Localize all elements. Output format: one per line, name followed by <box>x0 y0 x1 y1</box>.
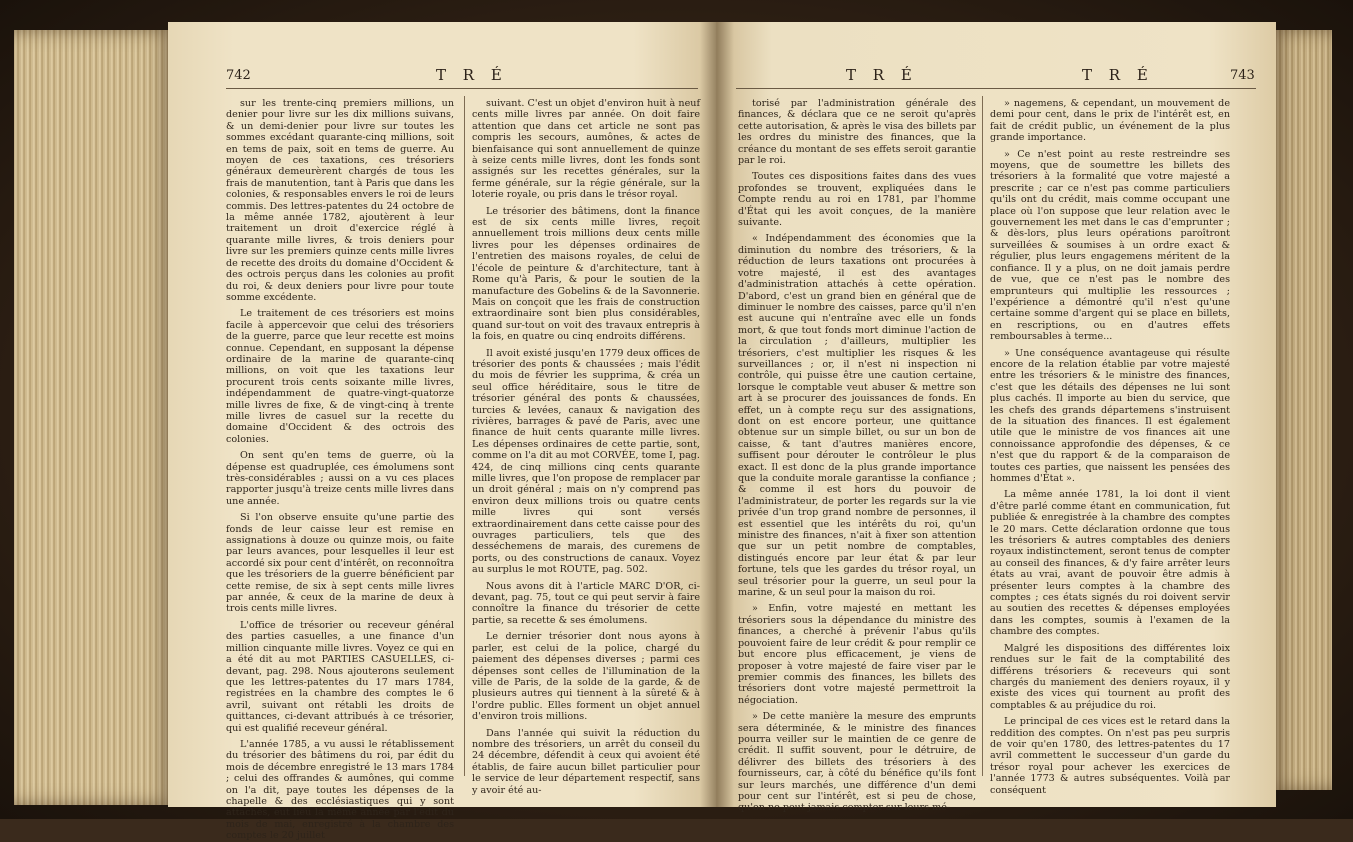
paragraph: Le principal de ces vices est le retard dans la reddition des comptes. On n'est pas peu surpris de voir qu'en 1780, des lettres-patentes du 17 avril commettent le successeur d'un garde du trésor royal pour achever les exercices de l'année 1773 & autres subséquentes. Voilà par conséquent <box>990 716 1230 796</box>
paragraph: La même année 1781, la loi dont il vient d'être parlé comme étant en communication, fut publiée & enregistrée à la chambre des comptes le 20 mars. Cette déclaration ordonne que tous les trésoriers & autres comptables des deniers royaux indistinctement, seront tenus de compter au conseil des finances, & d'y faire arrêter leurs états au vrai, avant de pouvoir être admis à présenter leurs comptes à la chambre des comptes ; ces états signés du roi doivent servir au soutien des recettes & dépenses employées dans les comptes, soumis à l'examen de la chambre des comptes. <box>990 489 1230 638</box>
header-rule-left <box>226 88 698 89</box>
paragraph: « Indépendamment des économies que la diminution du nombre des trésoriers, & la réduction de leurs taxations ont procurées à votre majesté, il est des avantages d'administration attachés à cette opération. D'abord, c'est un grand bien en général que de diminuer le nombre des caisses, parce qu'il n'en est aucune qui n'entraîne avec elle un fonds mort, & que tout fonds mort diminue l'action de la circulation ; d'ailleurs, multiplier les trésoriers, c'est multiplier les risques & les surveillances ; or, il n'est ni inspection ni contrôle, qui puisse être une caution certaine, lorsque le comptable veut abuser & mettre son art à se procurer des jouissances de fonds. En effet, un à compte reçu sur des assignations, dont on est encore porteur, une quittance obtenue sur un simple billet, ou sur un bon de caisse, & tant d'autres manières encore, suffisent pour dérouter le contrôleur le plus exact. Il est donc de la plus grande importance que la conduite morale garantisse la confiance ; & comme il est hors du pouvoir de l'administrateur, de porter les regards sur la vie privée d'un trop grand nombre de personnes, il est essentiel que les intérêts du roi, qu'un ministre des finances, n'ait à fixer son attention que sur un petit nombre de comptables, distingués encore par leur état & par leur fortune, tels que les gardes du trésor royal, un seul trésorier pour la guerre, un seul pour la marine, & un seul pour la maison du roi. <box>738 233 976 599</box>
paragraph: L'année 1785, a vu aussi le rétablissement du trésorier des bâtimens du roi, par édit du mois de décembre enregistré le 13 mars 1784 ; celui des offrandes & aumônes, qui comme on l'a dit, paye toutes les dépenses de la chapelle & des ecclésiastiques qui y sont attachés, eut lieu la même année par l'édit du mois de mai, enregistré à la chambre des comptes le 20 juillet <box>226 738 454 842</box>
paragraph: Le trésorier des bâtimens, dont la finance est de six cents mille livres, reçoit annuellement trois millions deux cents mille livres pour les dépenses ordinaires de l'entretien des maisons royales, de celui de l'école de peinture & d'architecture, tant à Rome qu'à Paris, & pour le soutien de la manufacture des Gobelins & de la Savonnerie. Mais on conçoit que les frais de construction extraordinaire sont bien plus considérables, quand sur-tout on voit des travaux entrepris à la fois, en quatre ou cinq endroits différens. <box>472 205 700 343</box>
left-page <box>168 22 716 842</box>
paragraph: Dans l'année qui suivit la réduction du nombre des trésoriers, un arrêt du conseil du 24 décembre, défendit à ceux qui avoient été établis, de faire aucun billet particulier pour le service de leur département respectif, sans y avoir été au- <box>472 727 700 796</box>
paragraph: Nous avons dit à l'article MARC D'OR, ci-devant, pag. 75, tout ce qui peut servir à faire connoître la finance du trésorier de cette partie, sa recette & ses émolumens. <box>472 580 700 626</box>
right-page-column-1 <box>738 98 976 814</box>
header-rule-right <box>736 88 1256 89</box>
left-page-column-1 <box>226 98 454 842</box>
book-edge-left <box>14 30 174 805</box>
running-head-left: T R É <box>436 66 508 84</box>
column-divider <box>982 96 983 776</box>
right-page-column-2 <box>990 98 1230 798</box>
paragraph: Le dernier trésorier dont nous ayons à parler, est celui de la police, chargé du paiement des dépenses diverses ; parmi ces dépenses sont celles de l'illumination de la ville de Paris, de la solde de la garde, & de plusieurs autres qui tiennent à la sûreté & à l'ordre public. Elles forment un objet annuel d'environ trois millions. <box>472 631 700 723</box>
page-number-right: 743 <box>1230 68 1255 83</box>
paragraph: » Enfin, votre majesté en mettant les trésoriers sous la dépendance du ministre des finances, a cherché à prévenir l'abus qu'ils pouvoient faire de leur crédit & pour remplir ce but encore plus efficacement, je viens de proposer à votre majesté de faire viser par le premier commis des finances, les billets des trésoriers dont votre majesté permettroit la négociation. <box>738 603 976 706</box>
paragraph: Si l'on observe ensuite qu'une partie des fonds de leur caisse leur est remise en assignations à douze ou quinze mois, ou faite par leurs avances, pour lesquelles il leur est accordé six pour cent d'intérêt, on reconnoîtra que les trésoriers de la guerre bénéficient par cette remise, de six à sept cents mille livres par année, & ceux de la marine de deux à trois cents mille livres. <box>226 512 454 615</box>
paragraph: L'office de trésorier ou receveur général des parties casuelles, a une finance d'un million cinquante mille livres. Voyez ce qui en a été dit au mot PARTIES CASUELLES, ci-devant, pag. 298. Nous ajouterons seulement que les lettres-patentes du 17 mars 1784, registrées en la chambre des comptes le 6 avril, suivant ont rétabli les droits de quittances, ci-devant attribués à ce trésorier, qui est qualifié receveur général. <box>226 619 454 734</box>
column-divider <box>464 96 465 776</box>
running-head-right-1: T R É <box>846 66 918 84</box>
paragraph: » nagemens, & cependant, un mouvement de demi pour cent, dans le prix de l'intérêt est, en fait de crédit public, un événement de la plus grande importance. <box>990 98 1230 144</box>
paragraph: Malgré les dispositions des différentes loix rendues sur le fait de la comptabilité des différens trésoriers & receveurs qui sont chargés du maniement des deniers royaux, il y existe des vices qui tournent au profit des comptables & au préjudice du roi. <box>990 642 1230 711</box>
paragraph: sur les trente-cinq premiers millions, un denier pour livre sur les dix millions suivans, & un demi-denier pour livre sur toutes les sommes excédant quarante-cinq millions, soit en tems de paix, soit en tems de guerre. Au moyen de ces taxations, ces trésoriers généraux demeurèrent chargés de tous les frais de manutention, tant à Paris que dans les colonies, & responsables envers le roi de leurs commis. Des lettres-patentes du 24 octobre de la même année 1782, ajoutèrent à leur traitement un droit d'exercice réglé à quarante mille livres, & trois deniers pour livre sur les premiers quinze cents mille livres de recette des droits du domaine d'Occident & des octrois perçus dans les colonies au profit du roi, & deux deniers pour livre pour toute somme excédente. <box>226 98 454 303</box>
paragraph: torisé par l'administration générale des finances, & déclara que ce ne seroit qu'après cette autorisation, & après le visa des billets par les ordres du ministre des finances, que la créance du montant de ses effets seroit garantie par le roi. <box>738 98 976 167</box>
right-page <box>716 22 1276 814</box>
paragraph: suivant. C'est un objet d'environ huit à neuf cents mille livres par année. On doit faire attention que dans cet article ne sont pas compris les secours, aumônes, & actes de bienfaisance qui sont annuellement de quinze à seize cents mille livres, dont les fonds sont assignés sur les recettes générales, sur la ferme générale, sur la régie générale, sur la loterie royale, ou pris dans le trésor royal. <box>472 98 700 201</box>
paragraph: » Une conséquence avantageuse qui résulte encore de la relation établie par votre majesté entre les trésoriers & le ministre des finances, c'est que les détails des dépenses ne lui sont plus cachés. Il importe au bien du service, que les chefs des grands départemens s'instruisent de la situation des finances. Il est également utile que le ministre de vos finances ait une connoissance approfondie des dépenses, & ce n'est que du rapport & de la comparaison de toutes ces parties, que naissent les pensées des hommes d'État ». <box>990 347 1230 484</box>
paragraph: Toutes ces dispositions faites dans des vues profondes se trouvent, expliquées dans le Compte rendu au roi en 1781, par l'homme d'État qui les avoit conçues, de la manière suivante. <box>738 171 976 229</box>
paragraph: » Ce n'est point au reste restreindre ses moyens, que de soumettre les billets des trésoriers à la formalité que votre majesté a prescrite ; car ce n'est pas comme particuliers qu'ils ont du crédit, mais comme occupant une place où l'on suppose que leur relation avec le gouvernement les met dans le cas d'emprunter ; & dès-lors, plus leurs opérations paroîtront surveillées & soumises à un ordre exact & régulier, plus leurs engagemens méritent de la confiance. Il y a plus, on ne doit jamais perdre de vue, que ce n'est pas le nombre des emprunteurs qui multiplie les ressources ; l'expérience a démontré qu'il n'est qu'une certaine somme d'argent qui se place en billets, en rescriptions, ou en d'autres effets remboursables à terme... <box>990 148 1230 343</box>
paragraph: » De cette manière la mesure des emprunts sera déterminée, & le ministre des finances pourra veiller sur le maintien de ce genre de crédit. Il suffit souvent, pour le détruire, de délivrer des billets des trésoriers à des fournisseurs, car, à côté du bénéfice qu'ils font sur leurs marchés, une différence d'un demi pour cent sur l'intérêt, est si peu de chose, qu'on ne peut jamais compter sur leurs mé- <box>738 711 976 814</box>
paragraph: Le traitement de ces trésoriers est moins facile à appercevoir que celui des trésoriers de la guerre, parce que leur recette est moins connue. Cependant, en supposant la dépense ordinaire de la marine de quarante-cinq millions, on voit que les taxations leur procurent trois cents soixante mille livres, indépendamment de quatre-vingt-quatorze mille livres de fixe, & de vingt-cinq à trente mille livres de casuel sur la recette du domaine d'Occident & des octrois des colonies. <box>226 308 454 445</box>
page-number-left: 742 <box>226 68 251 83</box>
left-page-column-2 <box>472 98 700 798</box>
book-edge-right <box>1270 30 1332 790</box>
paragraph: Il avoit existé jusqu'en 1779 deux offices de trésorier des ponts & chaussées ; mais l'édit du mois de février les supprima, & créa un seul office héréditaire, sous le titre de trésorier général des ponts & chaussées, turcies & levées, canaux & navigation des rivières, barrages & pavé de Paris, avec une finance de huit cents quarante mille livres. Les dépenses ordinaires de cette partie, sont, comme on l'a dit au mot CORVÉE, tome I, pag. 424, de cinq millions cinq cents quarante mille livres, que l'on propose de remplacer par un droit général ; mais on n'y comprend pas environ deux millions trois ou quatre cents mille livres qui sont versés extraordinairement dans cette caisse pour des ouvrages particuliers, tels que des desséchemens de marais, des curemens de ports, ou des constructions de canaux. Voyez au surplus le mot ROUTE, pag. 502. <box>472 347 700 576</box>
running-head-right-2: T R É <box>1082 66 1154 84</box>
paragraph: On sent qu'en tems de guerre, où la dépense est quadruplée, ces émolumens sont très-considérables ; aussi on a vu ces places rapporter jusqu'à treize cents mille livres dans une année. <box>226 450 454 507</box>
